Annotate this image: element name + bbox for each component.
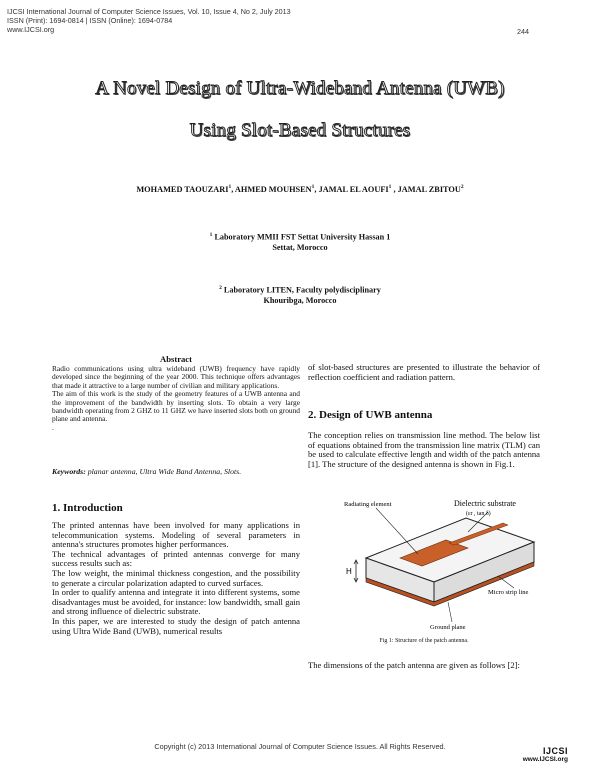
dielectric-substrate-label: Dielectric substrate	[454, 499, 516, 508]
design-paragraph: The conception relies on transmission line method. The below list of equations obtained from the transmission line matrix (TLM) can be used to calculate effective length and width of the patch antenna [1]. The structure of the designed antenna is shown in Fig.1.	[308, 430, 540, 469]
author-list	[0, 184, 600, 194]
slot-results-paragraph: of slot-based structures are presented to illustrate the behavior of reflection coefficient and radiation pattern.	[308, 362, 540, 382]
intro-paragraph: In this paper, we are interested to study the design of patch antenna using Ultra Wide Band (UWB), numerical results	[52, 615, 300, 636]
affiliation-mark: 1	[209, 232, 213, 238]
section-heading-introduction: 1. Introduction	[52, 502, 123, 514]
author-separator: ,	[231, 184, 235, 194]
dimensions-paragraph: The dimensions of the patch antenna are given as follows [2]:	[308, 660, 520, 670]
page-number: 244	[517, 27, 529, 36]
affiliation-1	[0, 230, 600, 253]
logo-url[interactable]: www.IJCSI.org	[522, 756, 568, 763]
intro-paragraph: The technical advantages of printed antennas converge for many success results such as:	[52, 548, 300, 569]
abstract-body	[52, 365, 300, 432]
abstract-heading: Abstract	[160, 354, 192, 364]
affiliation-2-line2: Khouribga, Morocco	[263, 295, 337, 305]
copyright-footer: Copyright (c) 2013 International Journal of Computer Science Issues. All Rights Reserved.	[154, 742, 446, 751]
abstract-paragraph: The aim of this work is the study of the geometry features of a UWB antenna and the improvement of the bandwidth by inserting slots. To obtain a very large bandwidth operating from 2 GHZ to 11 GHZ we have inserted slots both on ground plane and antenna.	[52, 389, 300, 424]
affiliation-2-line1: Laboratory LITEN, Faculty polydisciplinary	[223, 285, 381, 295]
keywords	[52, 467, 300, 476]
author-affiliation-mark: 1	[388, 184, 392, 190]
intro-paragraph: The printed antennas have been involved for many applications in telecommunication systems. Modeling of several parameters in antenna's structures promotes higher performances.	[52, 520, 300, 550]
introduction-body	[52, 521, 300, 636]
author-separator: ,	[314, 184, 319, 194]
keywords-text: planar antenna, Ultra Wide Band Antenna, Slots.	[85, 467, 242, 476]
issn-line: ISSN (Print): 1694-0814 | ISSN (Online): 1694-0784	[7, 16, 173, 25]
ground-leader	[448, 602, 452, 622]
paper-title-line2: Using Slot-Based Structures	[189, 120, 411, 141]
ground-plane-label: Ground plane	[430, 624, 466, 631]
journal-url[interactable]: www.IJCSI.org	[7, 25, 55, 34]
ijcsi-logo[interactable]	[523, 746, 568, 763]
height-label: H	[346, 567, 352, 576]
intro-paragraph: In order to qualify antenna and integrate it into different systems, some disadvantages must be avoided, for instance: low bandwidth, small gain and strong influence of dielectric substrate.	[52, 587, 300, 617]
author-affiliation-mark: 1	[311, 184, 315, 190]
author-name: JAMAL EL AOUFI	[318, 184, 389, 194]
affiliation-1-line2: Settat, Morocco	[272, 242, 328, 252]
abstract-paragraph: Radio communications using ultra wideband (UWB) frequency have rapidly developed since the beginning of the year 2000. This technique offers advantages that made it attractive to a large number of civilian and military applications.	[52, 364, 300, 390]
microstrip-line-label: Micro strip line	[488, 589, 529, 596]
author-name: JAMAL ZBITOU	[397, 184, 461, 194]
abstract-paragraph: .	[52, 422, 54, 432]
logo-text: IJCSI	[542, 746, 568, 756]
author-affiliation-mark: 1	[228, 184, 232, 190]
affiliation-2	[0, 283, 600, 306]
figure-caption: Fig 1: Structure of the patch antenna.	[379, 638, 469, 644]
intro-paragraph: The low weight, the minimal thickness congestion, and the possibility to generate a circular polarization adapted to curved surfaces.	[52, 567, 300, 588]
affiliation-1-line1: Laboratory MMII FST Settat University Hassan 1	[214, 232, 391, 242]
author-name: AHMED MOUHSEN	[234, 184, 312, 194]
microstrip-leader	[498, 576, 514, 588]
keywords-label: Keywords:	[52, 467, 86, 476]
patch-antenna-figure	[338, 496, 538, 638]
author-separator: ,	[391, 184, 398, 194]
paper-title-line1: A Novel Design of Ultra-Wideband Antenna (UWB)	[95, 78, 505, 99]
affiliation-mark: 2	[219, 285, 222, 291]
radiating-element-label: Radiating element	[344, 501, 392, 508]
journal-line: IJCSI International Journal of Computer Science Issues, Vol. 10, Issue 4, No 2, July 2013	[7, 7, 291, 16]
section-heading-design: 2. Design of UWB antenna	[308, 409, 433, 421]
author-name: MOHAMED TAOUZARI	[136, 184, 229, 194]
permittivity-label: (εr , tan δ)	[466, 511, 491, 517]
author-affiliation-mark: 2	[460, 184, 464, 190]
